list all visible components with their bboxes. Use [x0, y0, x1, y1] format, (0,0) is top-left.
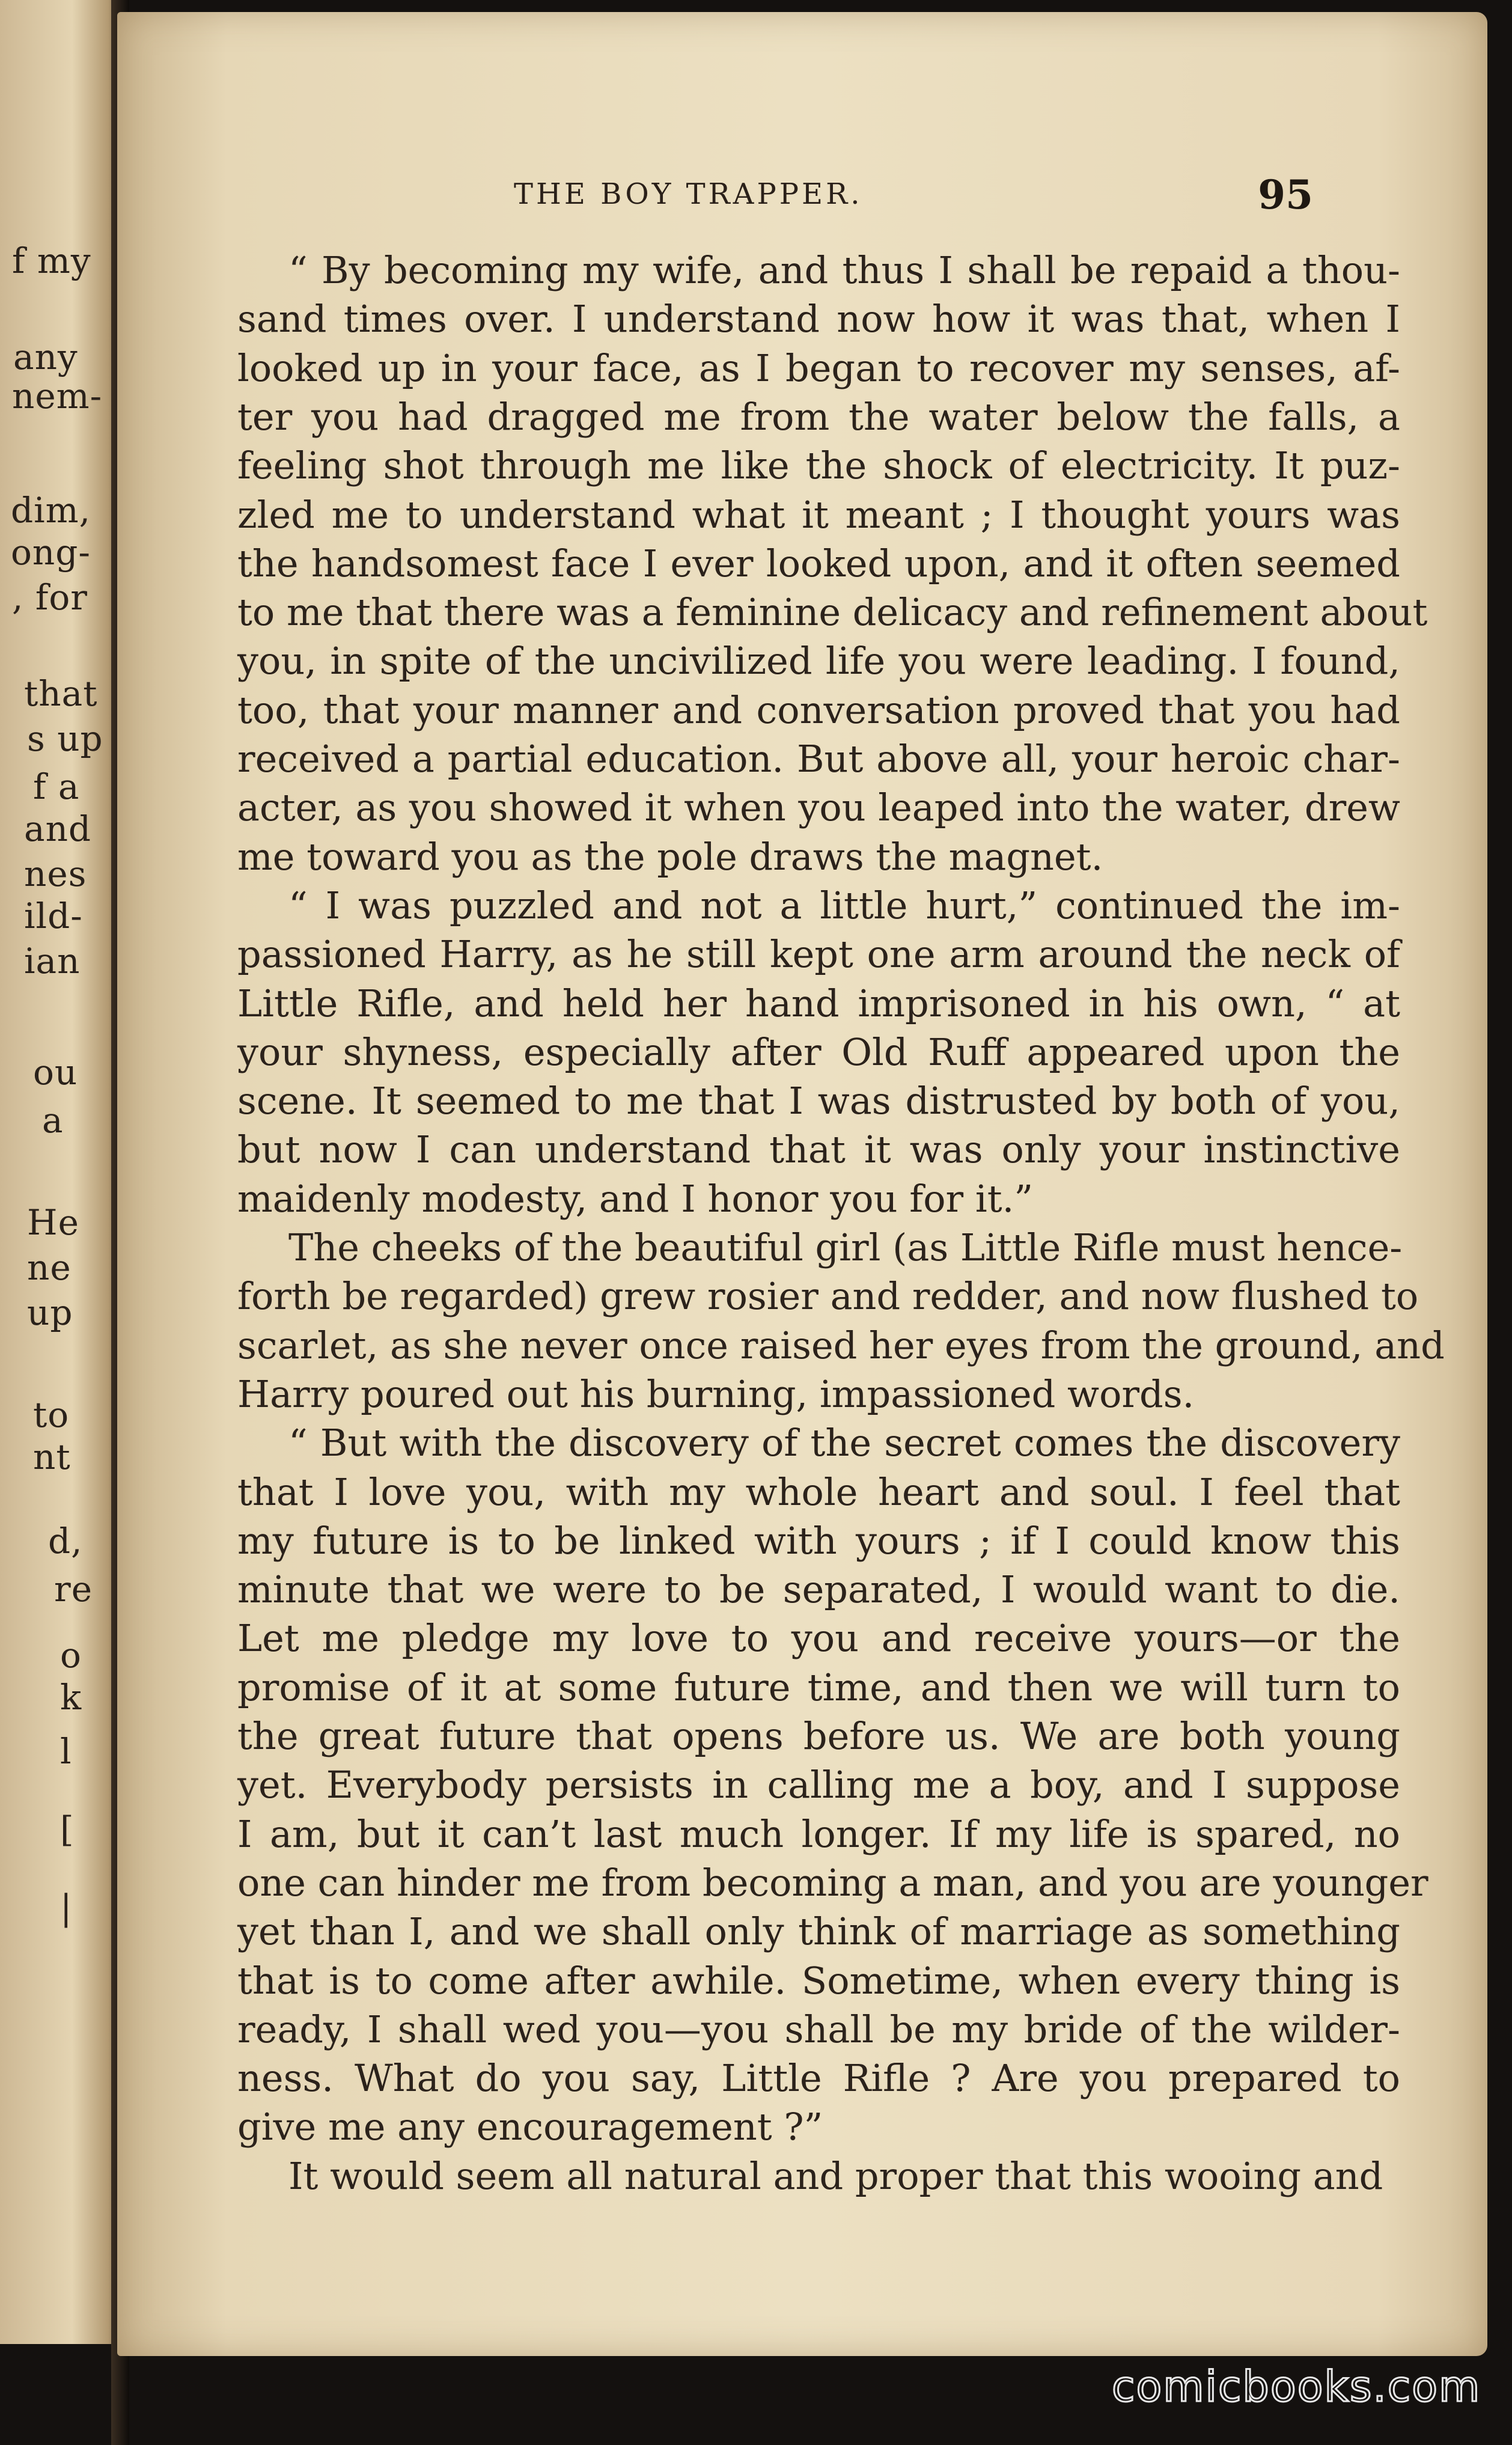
left-page-fragment: to	[33, 1394, 70, 1435]
left-page-fragment: re	[54, 1569, 93, 1610]
text-line: ready, I shall wed you—you shall be my bride of the wilder-	[237, 2007, 1400, 2051]
left-page-fragment: k	[60, 1677, 82, 1718]
left-page-fragment: ong-	[11, 532, 91, 573]
text-line: The cheeks of the beautiful girl (as Little Rifle must hence-	[288, 1226, 1403, 1269]
text-line: scarlet, as she never once raised her eyes from the ground, and	[237, 1323, 1445, 1367]
text-line: my future is to be linked with yours ; if I could know this	[237, 1519, 1400, 1563]
left-page-fragment: ild-	[24, 896, 83, 936]
text-line: that I love you, with my whole heart and soul. I feel that	[237, 1470, 1400, 1514]
text-line: looked up in your face, as I began to recover my senses, af-	[237, 346, 1400, 390]
text-line: ter you had dragged me from the water below the falls, a	[237, 395, 1400, 439]
text-line: the handsomest face I ever looked upon, and it often seemed	[237, 542, 1400, 585]
left-page-fragment: ou	[33, 1052, 78, 1093]
text-line: zled me to understand what it meant ; I thought yours was	[237, 493, 1400, 537]
text-line: scene. It seemed to me that I was distrusted by both of you,	[237, 1079, 1400, 1123]
left-page-fragment: d,	[48, 1521, 83, 1561]
text-line: your shyness, especially after Old Ruff appeared upon the	[237, 1030, 1400, 1074]
text-line: to me that there was a feminine delicacy and refinement about	[237, 590, 1428, 634]
text-line: feeling shot through me like the shock of electricity. It puz-	[237, 444, 1400, 487]
text-line: yet than I, and we shall only think of marriage as something	[237, 1909, 1400, 1953]
text-line: Harry poured out his burning, impassioned words.	[237, 1372, 1195, 1416]
text-line: “ But with the discovery of the secret comes the discovery	[288, 1421, 1400, 1465]
running-head	[117, 171, 1487, 225]
left-page-fragment: f my	[12, 240, 91, 281]
left-page-fragment: o	[60, 1635, 82, 1676]
left-page-fragment: ne	[27, 1247, 72, 1288]
left-page-fragment: that	[24, 673, 98, 714]
text-line: I am, but it can’t last much longer. If my life is spared, no	[237, 1812, 1400, 1856]
text-line: promise of it at some future time, and then we will turn to	[237, 1665, 1400, 1709]
text-line: too, that your manner and conversation proved that you had	[237, 688, 1400, 732]
text-line: “ I was puzzled and not a little hurt,” continued the im-	[288, 884, 1400, 927]
left-page-fragment: He	[27, 1202, 79, 1243]
running-head-title: THE BOY TRAPPER.	[514, 177, 863, 211]
left-page-fragment: l	[60, 1731, 72, 1772]
left-page-fragment: ian	[24, 941, 81, 981]
page-number: 95	[1258, 171, 1313, 218]
text-line: but now I can understand that it was only your instinctive	[237, 1128, 1400, 1171]
text-line: Little Rifle, and held her hand imprisoned in his own, “ at	[237, 981, 1400, 1025]
left-page-edge	[0, 0, 120, 2344]
left-page-fragment: [	[60, 1809, 75, 1850]
left-page-fragment: |	[60, 1887, 73, 1928]
text-line: the great future that opens before us. We are both young	[237, 1714, 1400, 1758]
text-line: yet. Everybody persists in calling me a boy, and I suppose	[237, 1763, 1400, 1807]
text-line: one can hinder me from becoming a man, and you are younger	[237, 1861, 1428, 1905]
text-line: acter, as you showed it when you leaped into the water, drew	[237, 786, 1400, 829]
left-page-fragment: , for	[12, 577, 88, 618]
text-line: forth be regarded) grew rosier and redder, and now flushed to	[237, 1274, 1419, 1318]
left-page-fragment: s up	[27, 718, 103, 759]
text-line: maidenly modesty, and I honor you for it.”	[237, 1177, 1034, 1221]
left-page-fragment: up	[27, 1292, 73, 1333]
left-page-fragment: and	[24, 808, 92, 849]
left-page-fragment: nt	[33, 1436, 71, 1477]
text-line: me toward you as the pole draws the magnet.	[237, 835, 1103, 879]
text-line: passioned Harry, as he still kept one arm around the neck of	[237, 932, 1400, 976]
text-line: “ By becoming my wife, and thus I shall be repaid a thou-	[288, 248, 1400, 292]
text-line: sand times over. I understand now how it was that, when I	[237, 297, 1400, 341]
left-page-fragment: dim,	[11, 490, 91, 531]
text-line: It would seem all natural and proper that this wooing and	[288, 2154, 1383, 2198]
text-line: minute that we were to be separated, I would want to die.	[237, 1567, 1400, 1611]
text-line: you, in spite of the uncivilized life you were leading. I found,	[237, 639, 1400, 683]
text-line: give me any encouragement ?”	[237, 2105, 823, 2149]
left-page-fragment: nem-	[12, 376, 103, 417]
text-line: that is to come after awhile. Sometime, when every thing is	[237, 1959, 1400, 2003]
watermark: comicbooks.com	[1112, 2362, 1481, 2411]
left-page-fragment: f a	[33, 766, 80, 807]
book-page	[117, 12, 1487, 2356]
text-line: received a partial education. But above all, your heroic char-	[237, 737, 1400, 781]
text-line: ness. What do you say, Little Rifle ? Are you prepared to	[237, 2056, 1400, 2100]
text-line: Let me pledge my love to you and receive yours—or the	[237, 1616, 1400, 1660]
left-page-fragment: any	[13, 337, 78, 377]
left-page-fragment: a	[42, 1100, 64, 1141]
left-page-fragment: nes	[24, 853, 87, 894]
